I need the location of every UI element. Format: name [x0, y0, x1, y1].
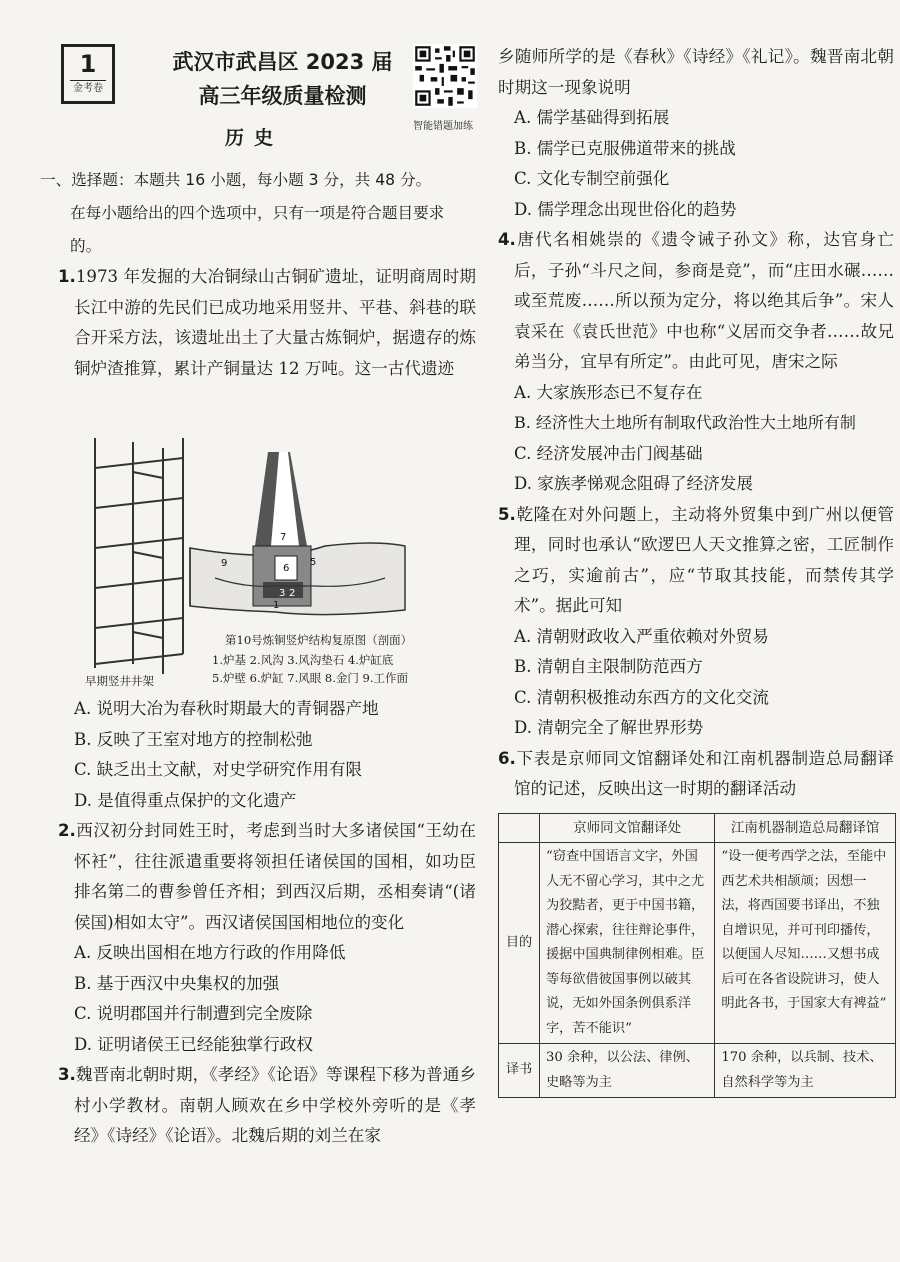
q5-option-c[interactable]: C. 清朝积极推动东西方的文化交流 — [514, 687, 769, 707]
question-number: 6. — [498, 748, 516, 768]
exam-title-line2: 高三年级质量检测 — [198, 84, 367, 108]
q2-option-d[interactable]: D. 证明诸侯王已经能独掌行政权 — [74, 1034, 313, 1054]
question-3-continued: 乡随师所学的是《春秋》《诗经》《礼记》。魏晋南北朝时期这一现象说明 — [498, 47, 894, 97]
q1-option-d[interactable]: D. 是值得重点保护的文化遗产 — [74, 790, 297, 810]
label-2: 2 — [289, 588, 296, 599]
q1-option-a[interactable]: A. 说明大冶为春秋时期最大的青铜器产地 — [74, 699, 379, 718]
question-3 — [58, 1060, 476, 1152]
q3-option-a[interactable]: A. 儒学基础得到拓展 — [514, 108, 670, 127]
badge-text: 金考卷 — [70, 80, 106, 95]
right-column — [498, 42, 894, 1098]
q3-option-c[interactable]: C. 文化专制空前强化 — [514, 169, 670, 188]
question-number: 3. — [58, 1065, 76, 1084]
table-cell: “窃查中国语言文字，外国人无不留心学习，其中之尤为狡黠者，更于中国书籍，潜心探索，往往辩论事件，援据中国典制律例相难。臣等每欲借彼国事例以破其说，无如外国条例俱系洋字，苦不能识” — [540, 843, 715, 1044]
q4-option-b[interactable]: B. 经济性大土地所有制取代政治性大土地所有制 — [514, 413, 856, 432]
q5-option-a[interactable]: A. 清朝财政收入严重依赖对外贸易 — [514, 626, 769, 646]
question-number: 1. — [58, 267, 76, 286]
question-stem: 乾隆在对外问题上，主动将外贸集中到广州以便管理，同时也承认“欧逻巴人天文推算之密，工匠制作之巧，实逾前古”，应“节取其技能，而禁传其学术”。据此可知 — [514, 504, 894, 615]
q4-option-a[interactable]: A. 大家族形态已不复存在 — [514, 382, 703, 402]
q5-option-d[interactable]: D. 清朝完全了解世界形势 — [514, 718, 704, 737]
q4-option-c[interactable]: C. 经济发展冲击门阀基础 — [514, 443, 703, 463]
question-4 — [498, 225, 894, 378]
q3-option-d[interactable]: D. 儒学理念出现世俗化的趋势 — [514, 199, 737, 219]
furnace-section-drawing — [190, 452, 405, 615]
q2-option-c[interactable]: C. 说明郡国并行制遭到完全废除 — [74, 1004, 313, 1023]
label-3: 3 — [279, 588, 286, 599]
label-1: 1 — [273, 600, 280, 611]
question-stem: 下表是京师同文馆翻译处和江南机器制造总局翻译馆的记述，反映出这一时期的翻译活动 — [514, 748, 894, 798]
table-cell: “设一便考西学之法，至能中西艺术共相颉颃；因想一法，将西国要书译出，不独自增识见，并可刊印播传，以便国人尽知……又想书成后可在各省设院讲习，使人明此各书，于国家大有裨益” — [715, 843, 896, 1044]
shaft-frame-drawing — [95, 438, 183, 674]
q2-option-b[interactable]: B. 基于西汉中央集权的加强 — [74, 973, 280, 993]
question-5 — [498, 500, 894, 622]
fig-left-caption: 早期竖井井架 — [85, 674, 154, 688]
question-stem-left: 魏晋南北朝时期，《孝经》《论语》等课程下移为普通乡村小学教材。南朝人顾欢在乡中学校外旁听的是《孝经》《诗经》《论语》。北魏后期的刘兰在家 — [74, 1065, 476, 1145]
badge-number: 1 — [79, 50, 97, 78]
fig-legend-line2: 5.炉壁 6.炉缸 7.风眼 8.金门 9.工作面 — [212, 671, 408, 685]
q3-option-b[interactable]: B. 儒学已克服佛道带来的挑战 — [514, 138, 736, 158]
label-6: 6 — [283, 563, 290, 574]
section-instructions — [40, 164, 472, 263]
question-stem: 西汉初分封同姓王时，考虑到当时大多诸侯国“王幼在怀衽”，往往派遣重要将领担任诸侯国的国相，如功臣排名第二的曹参曾任齐相；到西汉后期，丞相奏请“(诸侯国)相如太守”。西汉诸侯国国相地位的变化 — [74, 821, 476, 932]
question-1 — [58, 262, 476, 384]
question-6 — [498, 744, 894, 805]
table-row — [499, 843, 896, 1044]
table-cell: 170 余种，以兵制、技术、自然科学等为主 — [715, 1044, 896, 1098]
translation-table — [498, 813, 896, 1099]
question-stem: 唐代名相姚崇的《遗令诫子孙文》称，达官身亡后，子孙“斗尺之间，参商是竞”，而“庄田水碾……或至荒废……所以预为定分，将以绝其后争”。宋人袁采在《袁氏世范》中也称“义居而交争者……故兄弟当分，宜早有所定”。由此可见，唐宋之际 — [514, 230, 894, 371]
label-9: 9 — [221, 558, 228, 569]
question-number: 2. — [58, 821, 76, 840]
table-row-label: 译书 — [499, 1044, 540, 1098]
table-cell: 30 余种，以公法、律例、史略等为主 — [540, 1044, 715, 1098]
question-stem: 1973 年发掘的大冶铜绿山古铜矿遗址，证明商周时期长江中游的先民们已成功地采用竖井、平巷、斜巷的联合开采方法，该遗址出土了大量古炼铜炉，据遗存的炼铜炉渣推算，累计产铜量达 12 万吨。这一古代遗迹 — [74, 267, 476, 378]
table-header-row — [499, 813, 896, 843]
section-line1: 一、选择题：本题共 16 小题，每小题 3 分，共 48 分。 — [40, 171, 432, 189]
q4-option-d[interactable]: D. 家族孝悌观念阻碍了经济发展 — [514, 474, 753, 493]
table-row-label: 目的 — [499, 843, 540, 1044]
q1-option-b[interactable]: B. 反映了王室对地方的控制松弛 — [74, 729, 313, 749]
exam-badge — [61, 44, 115, 104]
subject-title: 历史 — [225, 127, 284, 149]
section-line2: 在每小题给出的四个选项中，只有一项是符合题目要求的。 — [70, 204, 445, 255]
question-number: 4. — [498, 230, 516, 249]
table-corner-cell — [499, 813, 540, 843]
table-col-header: 京师同文馆翻译处 — [540, 813, 715, 843]
question-number: 5. — [498, 504, 516, 524]
qr-caption: 智能错题加练 — [413, 121, 473, 132]
label-5: 5 — [310, 557, 317, 568]
q2-option-a[interactable]: A. 反映出国相在地方行政的作用降低 — [74, 943, 346, 962]
figure-drawing — [75, 428, 473, 690]
left-column — [58, 262, 476, 384]
table-row — [499, 1044, 896, 1098]
qr-code-icon[interactable] — [413, 44, 477, 108]
q1-figure — [75, 428, 473, 690]
fig-legend-line1: 1.炉基 2.风沟 3.风沟垫石 4.炉缸底 — [212, 653, 394, 667]
q5-option-b[interactable]: B. 清朝自主限制防范西方 — [514, 657, 703, 676]
fig-right-caption: 第10号炼铜竖炉结构复原图（剖面） — [225, 633, 413, 647]
left-column-lower — [58, 694, 476, 1152]
table-col-header: 江南机器制造总局翻译馆 — [715, 813, 896, 843]
exam-title-line1: 武汉市武昌区 2023 届 — [172, 50, 393, 74]
question-2 — [58, 816, 476, 938]
q1-option-c[interactable]: C. 缺乏出土文献，对史学研究作用有限 — [74, 760, 363, 779]
label-7: 7 — [280, 532, 287, 543]
